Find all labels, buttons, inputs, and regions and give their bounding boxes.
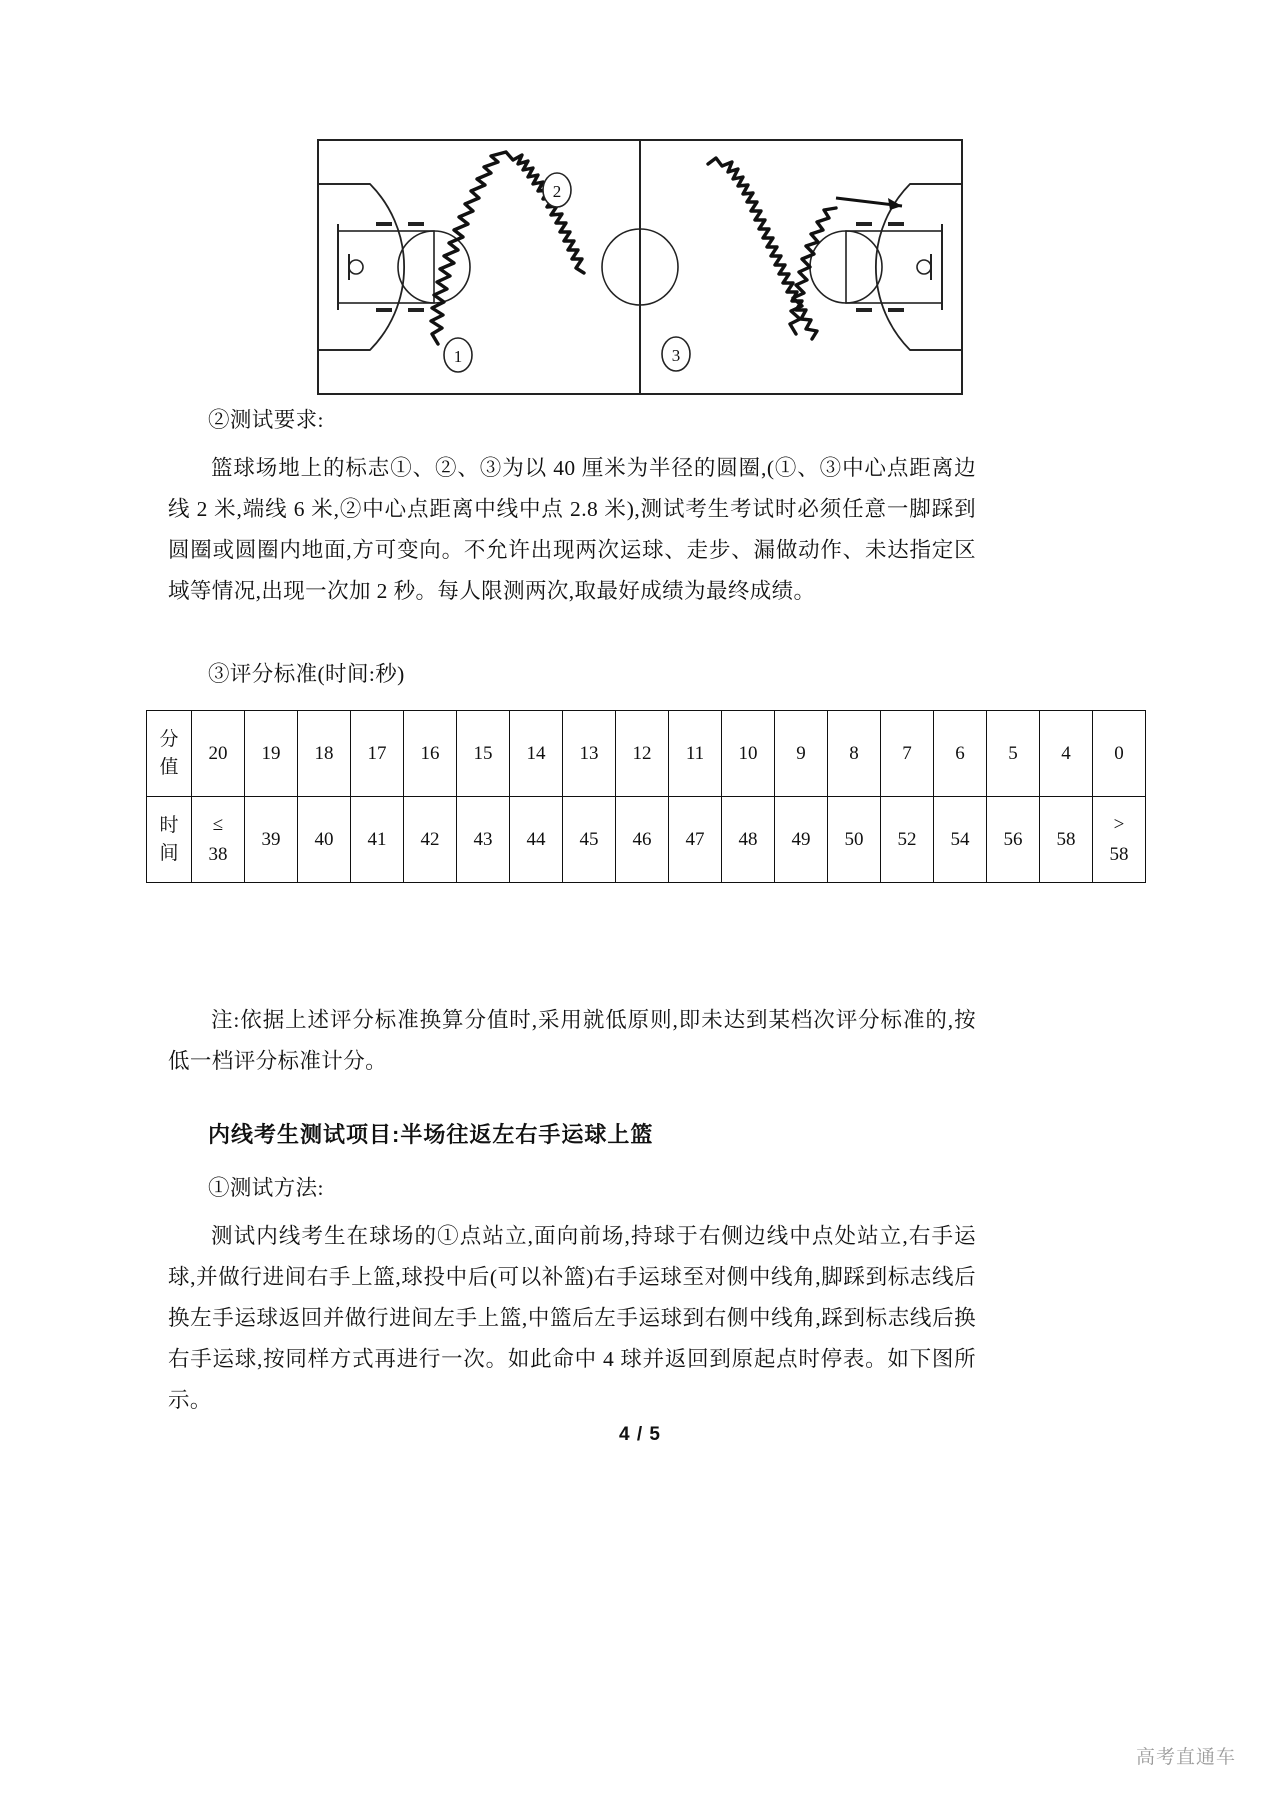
svg-text:3: 3 <box>671 346 681 365</box>
score-cell: 17 <box>351 711 404 797</box>
score-cell: 4 <box>1040 711 1093 797</box>
time-cell: 43 <box>457 797 510 883</box>
table-row-score <box>147 711 1146 797</box>
score-cell: 13 <box>563 711 616 797</box>
time-cell: 50 <box>828 797 881 883</box>
score-cell: 15 <box>457 711 510 797</box>
marker-1 <box>444 338 472 372</box>
score-cell: 9 <box>775 711 828 797</box>
time-cell: 46 <box>616 797 669 883</box>
svg-text:1: 1 <box>453 347 463 366</box>
score-cell: 18 <box>298 711 351 797</box>
method-heading: ①测试方法: <box>208 1176 324 1200</box>
row-header-time: 时 间 <box>147 797 192 883</box>
court-svg <box>316 138 964 396</box>
svg-text:2: 2 <box>552 182 562 201</box>
time-cell: 40 <box>298 797 351 883</box>
time-cell: 49 <box>775 797 828 883</box>
time-cell: 39 <box>245 797 298 883</box>
score-cell: 5 <box>987 711 1040 797</box>
row-header-score: 分 值 <box>147 711 192 797</box>
score-cell: 20 <box>192 711 245 797</box>
time-cell: 41 <box>351 797 404 883</box>
table-row-time <box>147 797 1146 883</box>
time-cell: 47 <box>669 797 722 883</box>
method-body: 测试内线考生在球场的①点站立,面向前场,持球于右侧边线中点处站立,右手运球,并做行进间右手上篮,球投中后(可以补篮)右手运球至对侧中线角,脚踩到标志线后换左手运球返回并做行进间左手上篮,中篮后左手运球到右侧中线角,踩到标志线后换右手运球,按同样方式再进行一次。如此命中 4 球并返回到原起点时停表。如下图所示。 <box>168 1224 976 1412</box>
score-cell: 10 <box>722 711 775 797</box>
basketball-court-diagram <box>316 138 964 396</box>
requirements-heading: ②测试要求: <box>208 408 324 432</box>
score-cell: 0 <box>1093 711 1146 797</box>
scoring-table <box>146 710 1146 883</box>
time-cell: 45 <box>563 797 616 883</box>
time-cell: 48 <box>722 797 775 883</box>
score-cell: 16 <box>404 711 457 797</box>
marker-3 <box>662 337 690 371</box>
time-cell: 58 <box>1040 797 1093 883</box>
page-number: 4 / 5 <box>619 1424 661 1445</box>
time-cell: 52 <box>881 797 934 883</box>
inside-players-heading: 内线考生测试项目:半场往返左右手运球上篮 <box>208 1122 654 1147</box>
scoring-heading: ③评分标准(时间:秒) <box>208 662 405 686</box>
score-cell: 6 <box>934 711 987 797</box>
score-cell: 8 <box>828 711 881 797</box>
requirements-body: 篮球场地上的标志①、②、③为以 40 厘米为半径的圆圈,(①、③中心点距离边线 2 米,端线 6 米,②中心点距离中线中点 2.8 米),测试考生考试时必须任意一脚踩到圆圈或圆圈内地面,方可变向。不允许出现两次运球、走步、漏做动作、未达指定区域等情况,出现一次加 2 秒。每人限测两次,取最好成绩为最终成绩。 <box>168 456 976 603</box>
score-cell: 19 <box>245 711 298 797</box>
time-cell: 54 <box>934 797 987 883</box>
time-cell: > 58 <box>1093 797 1146 883</box>
time-cell: 42 <box>404 797 457 883</box>
score-cell: 11 <box>669 711 722 797</box>
marker-2 <box>543 173 571 207</box>
score-cell: 7 <box>881 711 934 797</box>
watermark-label: 高考直通车 <box>1135 1747 1236 1768</box>
scoring-note: 注:依据上述评分标准换算分值时,采用就低原则,即未达到某档次评分标准的,按低一档评分标准计分。 <box>168 1008 976 1073</box>
time-cell: 44 <box>510 797 563 883</box>
time-cell: 56 <box>987 797 1040 883</box>
score-cell: 14 <box>510 711 563 797</box>
time-cell: ≤ 38 <box>192 797 245 883</box>
score-cell: 12 <box>616 711 669 797</box>
